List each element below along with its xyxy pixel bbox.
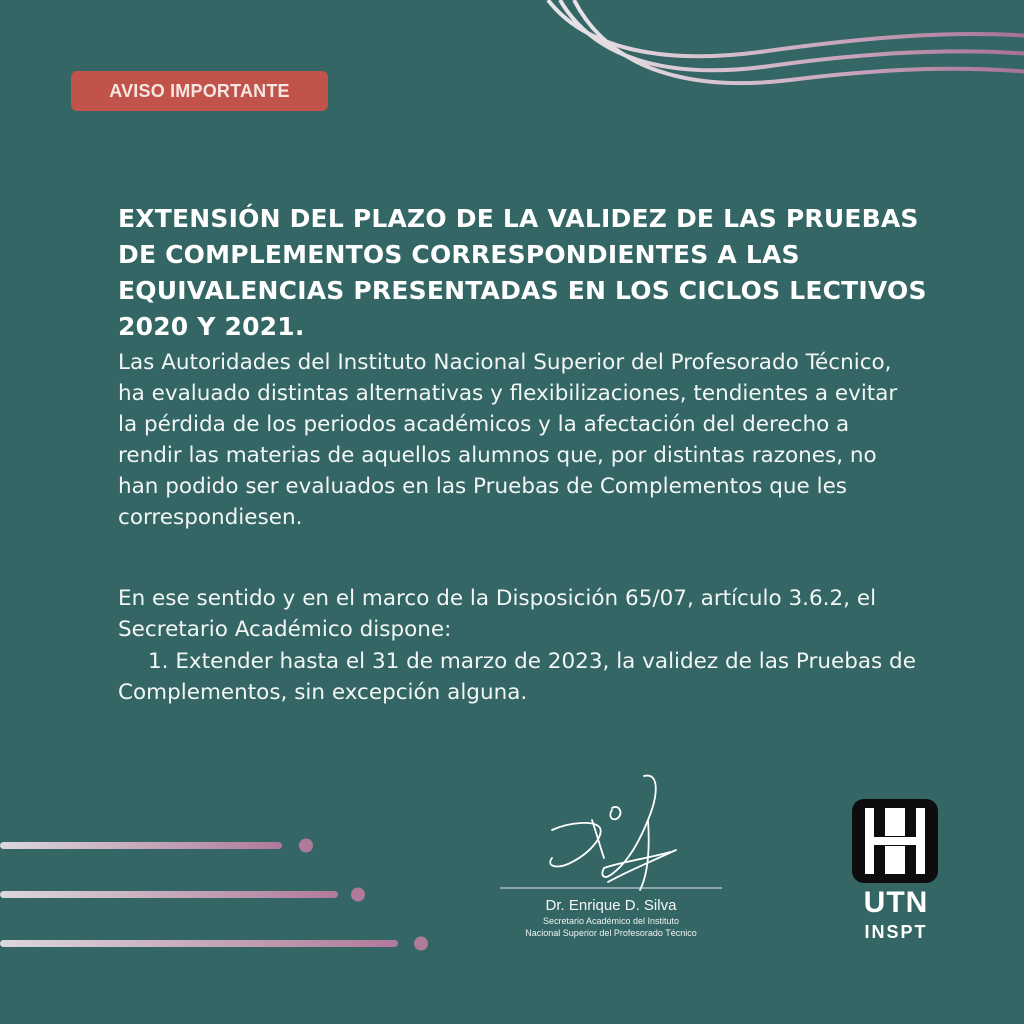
- accent-dot-2: [351, 888, 365, 902]
- body-paragraph-2: En ese sentido y en el marco de la Disposición 65/07, artículo 3.6.2, el Secretario Académico dispone:: [118, 586, 877, 642]
- signer-name: Dr. Enrique D. Silva: [545, 897, 677, 914]
- utn-logo-icon: [852, 799, 938, 883]
- top-wave-1: [548, 0, 1024, 56]
- accent-bar-3: [0, 940, 398, 947]
- body-paragraph-3: 1. Extender hasta el 31 de marzo de 2023, la validez de las Pruebas de Complementos, sin excepción alguna.: [118, 649, 916, 705]
- accent-bar-1: [0, 842, 282, 849]
- headline: EXTENSIÓN DEL PLAZO DE LA VALIDEZ DE LAS PRUEBAS DE COMPLEMENTOS CORRESPONDIENTES A LAS EQUIVALENCIAS PRESENTADAS EN LOS CICLOS LECTIVOS 2020 Y 2021.: [118, 204, 927, 341]
- inspt-logo-text: INSPT: [864, 922, 928, 942]
- signer-title-line-2: Nacional Superior del Profesorado Técnico: [525, 928, 697, 938]
- accent-dot-3: [414, 937, 428, 951]
- handwritten-signature: [500, 770, 730, 895]
- accent-dot-1: [299, 839, 313, 853]
- notice-badge: AVISO IMPORTANTE: [71, 71, 328, 111]
- utn-logo-text: UTN: [863, 886, 929, 919]
- top-wave-3: [574, 0, 1024, 83]
- accent-bar-2: [0, 891, 338, 898]
- signer-title-line-1: Secretario Académico del Instituto: [542, 916, 680, 926]
- body-paragraph-1: Las Autoridades del Instituto Nacional Superior del Profesorado Técnico, ha evaluado distintas alternativas y flexibilizaciones, tendientes a evitar la pérdida de los periodos académicos y la afectación del derecho a rendir las materias de aquellos alumnos que, por distintas razones, no han podido ser evaluados en las Pruebas de Complementos que les correspondiesen.: [118, 350, 898, 530]
